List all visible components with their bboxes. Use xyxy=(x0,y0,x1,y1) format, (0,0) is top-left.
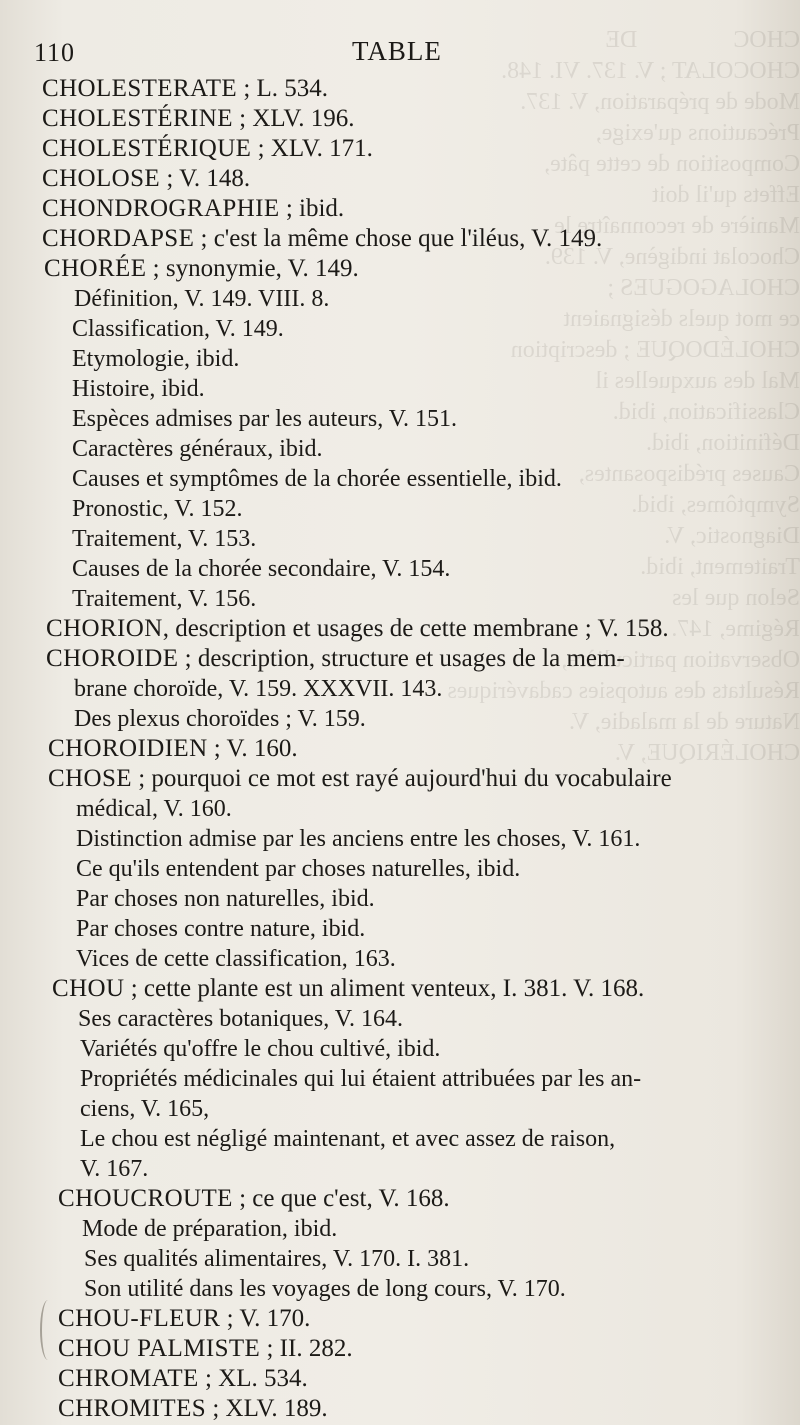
index-subentry xyxy=(76,884,375,914)
index-subentry xyxy=(76,794,232,824)
index-entry xyxy=(58,1394,328,1424)
index-subentry xyxy=(72,494,242,524)
entry-headword: CHOROIDE xyxy=(46,645,179,672)
index-entry xyxy=(58,1184,450,1214)
index-subentry xyxy=(74,704,366,734)
show-through-text: CHOC DE CHOCOLAT ; V. 137. VI. 148. Mode de préparation, V. 137. Précautions qu'exige, Composition de cette pâte, Effets qu'il doit Manière de reconnaître le Chocolat indigène, V. 139. CHOLAGOGUES ; ce mot quels désignaient CHOLÉDOQUE ; description Mal des auxquelles il Classification, ibid. Définition, ibid. Causes prédisposantes, Symptômes, ibid. Diagnostic, V. Traitement, ibid. Selon que les Régime, 147. Observation particulière, Résultats des autopsies cadavériques Nature de la maladie, V. CHOLÉRIQUE, V. xyxy=(447,27,800,766)
running-title: TABLE xyxy=(352,36,442,66)
entry-headword: CHOSE xyxy=(48,765,132,792)
index-entry xyxy=(48,734,298,764)
index-entry xyxy=(58,1334,353,1364)
entry-headword: CHORDAPSE xyxy=(42,225,195,252)
subentry-text: Mode de préparation, ibid. xyxy=(82,1216,338,1242)
subentry-text: Traitement, V. 153. xyxy=(72,526,257,552)
subentry-text: Pronostic, V. 152. xyxy=(72,496,243,522)
index-subentry xyxy=(72,464,562,494)
entry-reference: ; cette plante est un aliment venteux, I. 381. V. 168. xyxy=(124,975,645,1002)
entry-reference: ; synonymie, V. 149. xyxy=(146,255,359,282)
index-entry xyxy=(42,74,328,104)
index-subentry xyxy=(72,404,457,434)
entry-reference: ; XLV. 196. xyxy=(232,105,355,132)
index-subentry xyxy=(80,1124,615,1154)
entry-reference: ; II. 282. xyxy=(260,1335,353,1362)
subentry-text: Par choses non naturelles, ibid. xyxy=(76,886,375,912)
index-subentry xyxy=(72,314,284,344)
subentry-text: Ses qualités alimentaires, V. 170. I. 381. xyxy=(84,1246,470,1272)
entry-reference: ; pourquoi ce mot est rayé aujourd'hui du vocabulaire xyxy=(131,765,672,792)
entry-headword: CHOU xyxy=(52,975,125,1002)
index-entry xyxy=(44,254,359,284)
subentry-text: médical, V. 160. xyxy=(76,796,232,822)
subentry-text: ciens, V. 165, xyxy=(80,1096,210,1122)
index-subentry xyxy=(80,1064,641,1094)
index-entry xyxy=(52,974,644,1004)
index-subentry xyxy=(72,434,323,464)
index-subentry xyxy=(74,674,442,704)
index-subentry xyxy=(84,1244,469,1274)
entry-reference: ; L. 534. xyxy=(237,75,329,102)
index-subentry xyxy=(72,524,256,554)
subentry-text: Classification, V. 149. xyxy=(72,316,284,342)
subentry-text: Traitement, V. 156. xyxy=(72,586,257,612)
index-entry xyxy=(42,224,602,254)
index-subentry xyxy=(78,1004,403,1034)
entry-headword: CHORÉE xyxy=(44,255,147,282)
index-subentry xyxy=(76,944,396,974)
entry-reference: ; ibid. xyxy=(279,195,345,222)
index-subentry xyxy=(74,284,329,314)
entry-headword: CHOLESTÉRIQUE xyxy=(42,135,252,162)
index-entry xyxy=(58,1364,308,1394)
entry-reference: ; XLV. 171. xyxy=(251,135,373,162)
subentry-text: Distinction admise par les anciens entre les choses, V. 161. xyxy=(76,826,641,852)
index-subentry xyxy=(72,554,450,584)
index-entry xyxy=(42,134,373,164)
subentry-text: Des plexus choroïdes ; V. 159. xyxy=(74,706,366,732)
entry-headword: CHONDROGRAPHIE xyxy=(42,195,280,222)
page-number: 110 xyxy=(34,38,76,67)
entry-headword: CHOLOSE xyxy=(42,165,161,192)
entry-reference: ; ce que c'est, V. 168. xyxy=(232,1185,450,1212)
subentry-text: Ses caractères botaniques, V. 164. xyxy=(78,1006,404,1032)
entry-headword: CHORION xyxy=(46,615,163,642)
subentry-text: Variétés qu'offre le chou cultivé, ibid. xyxy=(80,1036,441,1062)
index-subentry xyxy=(80,1034,440,1064)
index-entry xyxy=(58,1304,310,1334)
entry-headword: CHOLESTERATE xyxy=(42,75,238,102)
entry-reference: , description et usages de cette membrane ; V. 158. xyxy=(162,615,669,642)
subentry-text: Ce qu'ils entendent par choses naturelles, ibid. xyxy=(76,856,521,882)
subentry-text: Histoire, ibid. xyxy=(72,376,205,402)
entry-reference: ; V. 170. xyxy=(220,1305,311,1332)
index-subentry xyxy=(84,1274,566,1304)
subentry-text: Causes et symptômes de la chorée essentielle, ibid. xyxy=(72,466,562,492)
subentry-text: Causes de la chorée secondaire, V. 154. xyxy=(72,556,451,582)
subentry-text: Caractères généraux, ibid. xyxy=(72,436,323,462)
entry-reference: ; c'est la même chose que l'iléus, V. 149. xyxy=(194,225,603,252)
subentry-text: brane choroïde, V. 159. XXXVII. 143. xyxy=(74,676,443,702)
index-subentry xyxy=(80,1154,148,1184)
index-subentry xyxy=(76,914,365,944)
index-subentry xyxy=(80,1094,209,1124)
index-entry xyxy=(42,194,344,224)
index-subentry xyxy=(76,854,520,884)
page-header xyxy=(0,32,800,72)
entry-headword: CHOU PALMISTE xyxy=(58,1335,261,1362)
index-subentry xyxy=(72,374,205,404)
subentry-text: Espèces admises par les auteurs, V. 151. xyxy=(72,406,458,432)
entry-reference: ; XL. 534. xyxy=(198,1365,308,1392)
index-entry xyxy=(46,614,669,644)
entry-reference: ; description, structure et usages de la mem- xyxy=(178,645,625,672)
entry-reference: ; V. 160. xyxy=(207,735,298,762)
index-subentry xyxy=(76,824,640,854)
index-subentry xyxy=(82,1214,337,1244)
index-entry xyxy=(42,164,250,194)
margin-mark xyxy=(40,1300,56,1360)
index-subentry xyxy=(72,344,239,374)
entry-headword: CHOROIDIEN xyxy=(48,735,208,762)
subentry-text: Définition, V. 149. VIII. 8. xyxy=(74,286,330,312)
entry-headword: CHROMATE xyxy=(58,1365,199,1392)
subentry-text: V. 167. xyxy=(80,1156,149,1182)
subentry-text: Le chou est négligé maintenant, et avec assez de raison, xyxy=(80,1126,616,1152)
entry-headword: CHOUCROUTE xyxy=(58,1185,233,1212)
subentry-text: Etymologie, ibid. xyxy=(72,346,240,372)
index-entry xyxy=(48,764,672,794)
entry-reference: ; XLV. 189. xyxy=(206,1395,328,1422)
index-subentry xyxy=(72,584,256,614)
subentry-text: Propriétés médicinales qui lui étaient attribuées par les an- xyxy=(80,1066,642,1092)
index-entry xyxy=(42,104,354,134)
entry-headword: CHOU-FLEUR xyxy=(58,1305,221,1332)
subentry-text: Vices de cette classification, 163. xyxy=(76,946,396,972)
entry-reference: ; V. 148. xyxy=(160,165,251,192)
index-entry xyxy=(46,644,625,674)
subentry-text: Par choses contre nature, ibid. xyxy=(76,916,366,942)
entry-headword: CHOLESTÉRINE xyxy=(42,105,233,132)
subentry-text: Son utilité dans les voyages de long cours, V. 170. xyxy=(84,1276,566,1302)
entry-headword: CHROMITES xyxy=(58,1395,207,1422)
